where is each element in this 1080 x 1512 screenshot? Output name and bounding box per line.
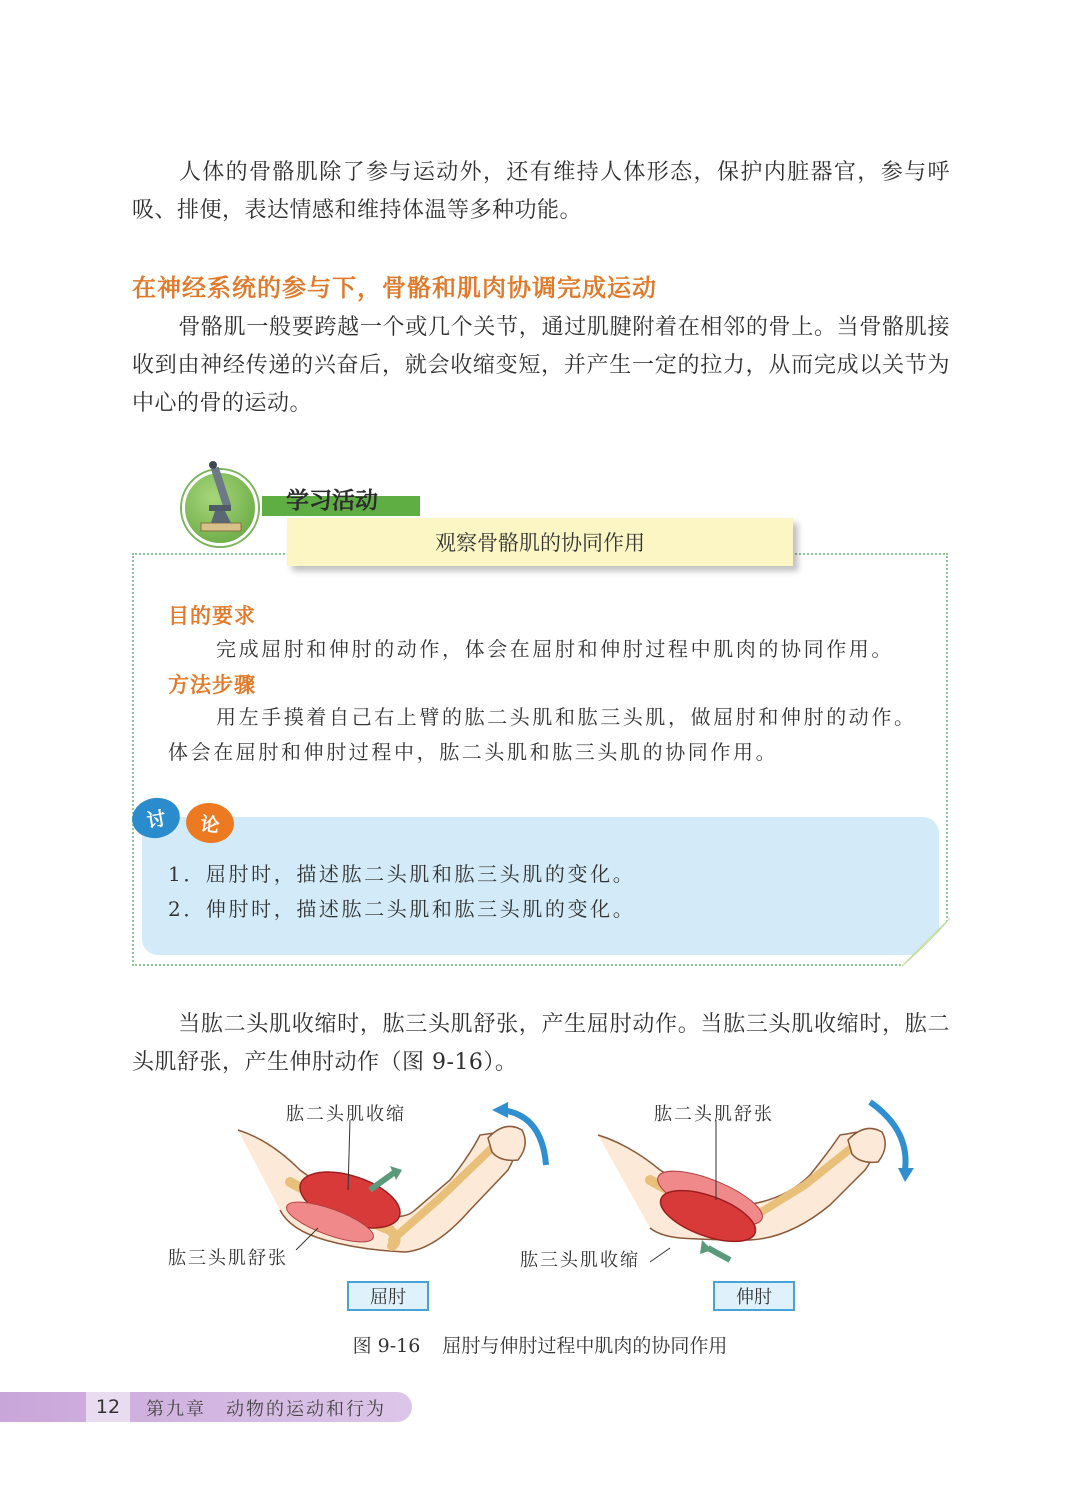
activity-title-banner [287,518,793,566]
page-number: 12 [86,1392,130,1422]
method-text-content: 用左手摸着自己右上臂的肱二头肌和肱三头肌，做屈肘和伸肘的动作。体会在屈肘和伸肘过程中，肱二头肌和肱三头肌的协同作用。 [168,705,917,764]
body-paragraph [132,309,950,423]
intro-paragraph-text: 人体的骨骼肌除了参与运动外，还有维持人体形态，保护内脏器官，参与呼吸、排便，表达情感和维持体温等多种功能。 [132,160,950,223]
right-bottom-label: 肱三头肌收缩 [520,1250,640,1271]
extended-arm-drawing [598,1102,914,1262]
purpose-label: 目的要求 [168,604,256,628]
figure-caption-text: 屈肘与伸肘过程中肌肉的协同作用 [442,1335,728,1357]
chapter-title: 第九章 动物的运动和行为 [146,1399,386,1420]
intro-paragraph [132,154,950,230]
flex-elbow-label: 屈肘 [347,1281,429,1311]
method-label: 方法步骤 [168,673,256,697]
left-top-label: 肱二头肌收缩 [286,1104,406,1125]
purpose-text [168,632,920,667]
activity-tab [262,480,420,516]
right-top-label: 肱二头肌舒张 [654,1104,774,1125]
activity-title: 观察骨骼肌的协同作用 [435,531,645,555]
figure-intro-paragraph [132,1006,950,1082]
page-curl-icon [902,918,950,966]
figure-intro-text: 当肱二头肌收缩时，肱三头肌舒张，产生屈肘动作。当肱三头肌收缩时，肱二头肌舒张，产生伸肘动作（图 9-16）。 [132,1012,950,1075]
activity-tab-label: 学习活动 [286,488,378,514]
figure-caption [0,1331,1080,1358]
body-paragraph-text: 骨骼肌一般要跨越一个或几个关节，通过肌腱附着在相邻的骨上。当骨骼肌接收到由神经传递的兴奋后，就会收缩变短，并产生一定的拉力，从而完成以关节为中心的骨的运动。 [132,315,950,416]
section-heading: 在神经系统的参与下，骨骼和肌肉协调完成运动 [132,274,657,302]
extend-elbow-label: 伸肘 [713,1281,795,1311]
left-bottom-label: 肱三头肌舒张 [168,1248,288,1269]
discussion-item: 2．伸肘时，描述肱二头肌和肱三头肌的变化。 [168,897,636,921]
discussion-item: 1．屈肘时，描述肱二头肌和肱三头肌的变化。 [168,862,636,886]
figure-number: 图 9-16 [352,1335,421,1357]
purpose-text-content: 完成屈肘和伸肘的动作，体会在屈肘和伸肘过程中肌肉的协同作用。 [216,637,894,661]
method-text [168,700,920,770]
microscope-icon [182,470,258,546]
discussion-badge-1: 讨 [129,794,183,842]
discussion-badge-2: 论 [184,801,236,846]
